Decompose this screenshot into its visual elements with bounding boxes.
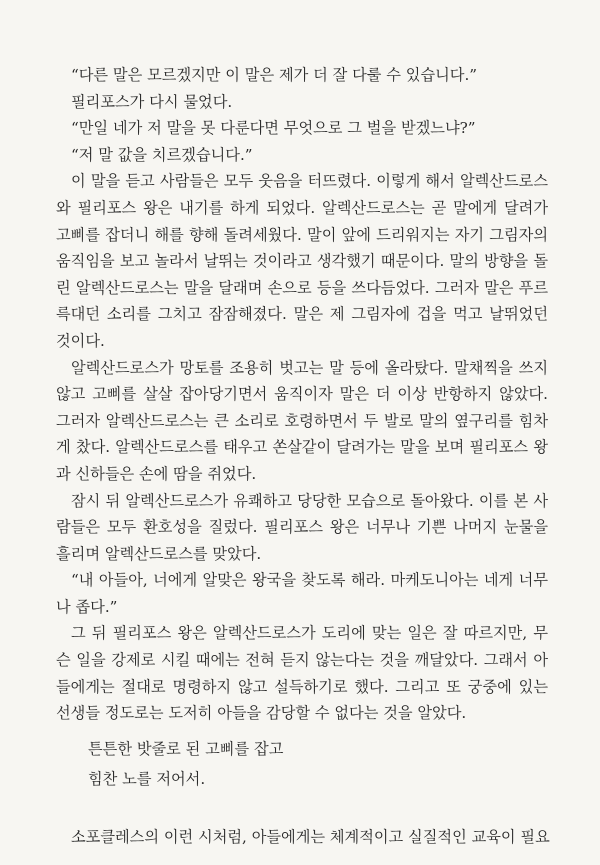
paragraph-5: 이 말을 듣고 사람들은 모두 웃음을 터뜨렸다. 이렇게 해서 알렉산드로스와 필리포스 왕은 내기를 하게 되었다. 알렉산드로스는 곧 말에게 달려가 고삐를 잡더니 해를 향해 돌려세웠다. 말이 앞에 드리워지는 자기 그림자의 움직임을 보고 놀라서 날뛰는 것이라고 생각했기 때문이다. 말의 방향을 돌린 알렉산드로스는 말을 달래며 손으로 등을 쓰다듬었다. 그러자 말은 푸르륵대던 소리를 그치고 잠잠해졌다. 말은 제 그림자에 겁을 먹고 날뛰었던 것이다. <box>56 172 548 350</box>
paragraph-7: 잠시 뒤 알렉산드로스가 유쾌하고 당당한 모습으로 돌아왔다. 이를 본 사람들은 모두 환호성을 질렀다. 필리포스 왕은 너무나 기쁜 나머지 눈물을 흘리며 알렉산드로스를 맞았다. <box>56 491 548 563</box>
poem-line-2: 힘찬 노를 저어서. <box>88 770 206 788</box>
closing-line: 소포클레스의 이런 시처럼, 아들에게는 체계적이고 실질적인 교육이 필요 <box>71 828 550 846</box>
paragraph-4: “저 말 값을 치르겠습니다.” <box>71 145 253 164</box>
paragraph-2: 필리포스가 다시 물었다. <box>71 92 233 111</box>
paragraph-1: “다른 말은 모르겠지만 이 말은 제가 더 잘 다룰 수 있습니다.” <box>71 66 478 84</box>
paragraph-8: “내 아들아, 너에게 알맞은 왕국을 찾도록 해라. 마케도니아는 네게 너무 나 좁다.” <box>56 571 548 616</box>
paragraph-6: 알렉산드로스가 망토를 조용히 벗고는 말 등에 올라탔다. 말채찍을 쓰지 않고 고삐를 살살 잡아당기면서 움직이자 말은 더 이상 반항하지 않았다. 그러자 알렉산드로스는 큰 소리로 호령하면서 두 발로 말의 옆구리를 힘차게 찼다. 알렉산드로스를 태우고 쏜살같이 달려가는 말을 보며 필리포스 왕과 신하들은 손에 땀을 쥐었다. <box>56 358 548 483</box>
paragraph-9: 그 뒤 필리포스 왕은 알렉산드로스가 도리에 맞는 일은 잘 따르지만, 무슨 일을 강제로 시킬 때에는 전혀 듣지 않는다는 것을 깨달았다. 그래서 아들에게는 절대로 명령하지 않고 설득하기로 했다. 그리고 또 궁중에 있는 선생들 정도로는 도저히 아들을 감당할 수 없다는 것을 알았다. <box>56 624 548 723</box>
poem-line-1: 튼튼한 밧줄로 된 고삐를 잡고 <box>88 740 284 758</box>
paragraph-3: “만일 네가 저 말을 못 다룬다면 무엇으로 그 벌을 받겠느냐?” <box>71 119 476 138</box>
poem-quote <box>88 734 283 794</box>
body-text <box>56 62 548 727</box>
